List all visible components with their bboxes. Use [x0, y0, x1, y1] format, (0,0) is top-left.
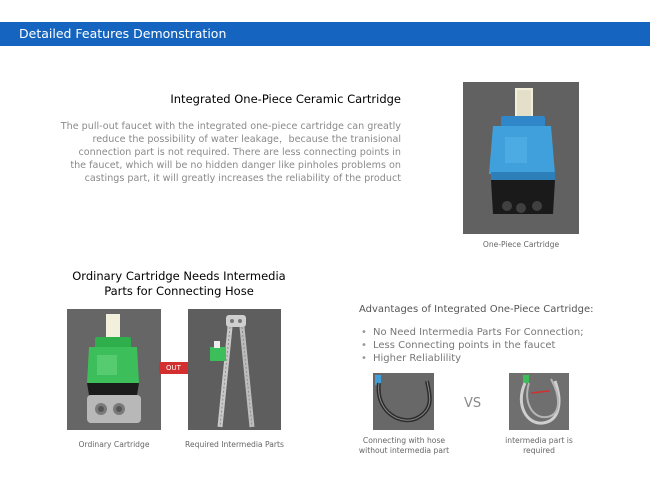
hose-with-intermedia-photo [509, 373, 569, 430]
ordinary-cartridge-photo [67, 309, 161, 430]
advantages-title: Advantages of Integrated One-Piece Cartridge: [359, 304, 594, 315]
one-piece-cartridge-photo [463, 82, 579, 234]
vs-label: VS [464, 396, 482, 411]
header-bar [0, 22, 650, 46]
section1-line: connection part is not required. There are less connecting points in [78, 147, 401, 158]
caption-line: without intermedia part [358, 445, 450, 455]
one-piece-cartridge-caption: One-Piece Cartridge [482, 240, 560, 249]
comparison-right-caption [489, 436, 589, 455]
list-item: • No Need Intermedia Parts For Connection; [359, 326, 584, 339]
caption-line: Connecting with hose [362, 436, 446, 445]
section1-description [44, 120, 401, 185]
list-item: • Higher Reliablility [359, 352, 584, 365]
out-badge: OUT [159, 362, 188, 374]
section2-title-line: Ordinary Cartridge Needs Intermedia [72, 269, 286, 283]
intermedia-parts-caption: Required Intermedia Parts [185, 440, 284, 449]
section1-line: castings part, it will greatly increases the reliability of the product [84, 173, 401, 184]
page-title: Detailed Features Demonstration [19, 26, 227, 41]
section2-title-line: Parts for Connecting Hose [104, 284, 254, 298]
section2-title [44, 269, 314, 299]
ordinary-cartridge-caption: Ordinary Cartridge [78, 440, 150, 449]
section1-line: The pull-out faucet with the integrated one-piece cartridge can greatly [60, 121, 401, 132]
caption-line: intermedia part is [505, 436, 573, 445]
list-item: • Less Connecting points in the faucet [359, 339, 584, 352]
section1-line: reduce the possibility of water leakage，because the tranisional [92, 134, 401, 145]
section1-title: Integrated One-Piece Ceramic Cartridge [170, 92, 401, 106]
comparison-left-caption [354, 436, 454, 455]
intermedia-parts-photo [188, 309, 281, 430]
advantages-list [359, 326, 584, 365]
caption-line: required [523, 445, 555, 455]
section1-line: the faucet, which will be no hidden danger like pinholes problems on [70, 160, 401, 171]
hose-without-intermedia-photo [373, 373, 434, 430]
